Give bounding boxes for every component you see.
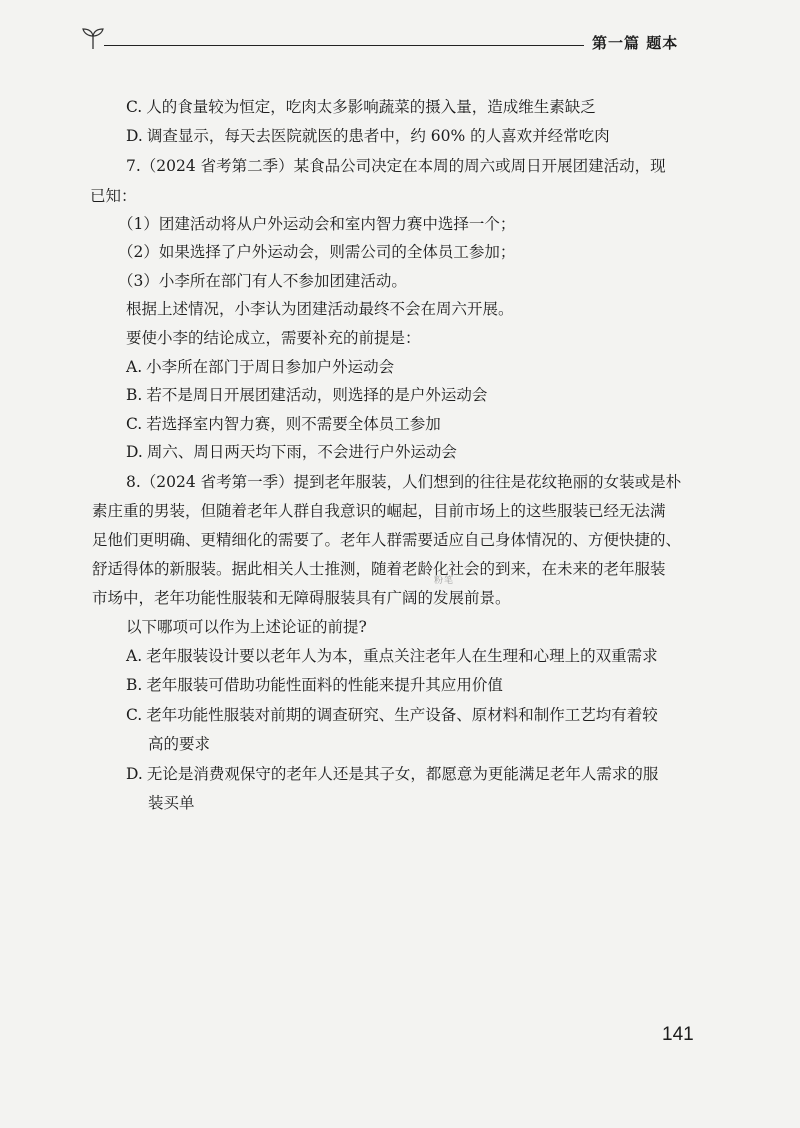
- option-text: 小李所在部门于周日参加户外运动会: [146, 358, 395, 376]
- option-text: 人的食量较为恒定，吃肉太多影响蔬菜的摄入量，造成维生素缺乏: [146, 98, 596, 116]
- q8-stem-line-4: 舒适得体的新服装。据此相关人士推测，随着老龄化社会的到来，在未来的老年服装: [92, 560, 666, 578]
- option-text: 周六、周日两天均下雨，不会进行户外运动会: [146, 443, 457, 461]
- q7-option-c: [126, 413, 441, 435]
- q8-question: 以下哪项可以作为上述论证的前提?: [126, 618, 367, 636]
- q8-option-d-continuation: 装买单: [148, 794, 195, 812]
- header-rule: [104, 45, 584, 46]
- q7-option-b: [126, 384, 487, 406]
- q8-stem-line-1: 8.（2024 省考第一季）提到老年服装，人们想到的往往是花纹艳丽的女装或是朴: [126, 473, 682, 491]
- option-label: C.: [126, 98, 143, 116]
- q7-condition-3: （3）小李所在部门有人不参加团建活动。: [118, 272, 407, 290]
- q7-option-a: [126, 356, 394, 378]
- q8-option-c-continuation: 高的要求: [148, 735, 211, 753]
- option-text: 若选择室内智力赛，则不需要全体员工参加: [146, 415, 441, 433]
- option-label: A.: [126, 358, 143, 376]
- page-number: 141: [662, 1024, 694, 1045]
- option-text: 老年功能性服装对前期的调查研究、生产设备、原材料和制作工艺均有着较: [146, 706, 658, 724]
- q8-option-b: [126, 674, 503, 696]
- option-text: 老年服装可借助功能性面料的性能来提升其应用价值: [146, 676, 503, 694]
- q8-stem-line-3: 足他们更明确、更精细化的需要了。老年人群需要适应自己身体情况的、方便快捷的、: [92, 531, 682, 549]
- option-text: 无论是消费观保守的老年人还是其子女，都愿意为更能满足老年人需求的服: [146, 765, 659, 783]
- option-label: D.: [126, 443, 143, 461]
- sprout-icon: [80, 25, 106, 51]
- q8-option-d: [126, 763, 658, 785]
- option-label: D.: [126, 127, 143, 145]
- option-label: A.: [126, 647, 143, 665]
- q8-stem-line-2: 素庄重的男装，但随着老年人群自我意识的崛起，目前市场上的这些服装已经无法满: [92, 502, 666, 520]
- q7-question: 要使小李的结论成立，需要补充的前提是：: [126, 329, 421, 347]
- q6-option-c: [126, 96, 596, 118]
- q8-option-c: [126, 704, 658, 726]
- q7-option-d: [126, 441, 457, 463]
- option-label: B.: [126, 386, 143, 404]
- q7-stem-line-1: 7.（2024 省考第二季）某食品公司决定在本周的周六或周日开展团建活动，现: [126, 157, 666, 175]
- option-label: C.: [126, 415, 143, 433]
- section-title: 第一篇 题本: [592, 34, 679, 52]
- q7-inference: 根据上述情况，小李认为团建活动最终不会在周六开展。: [126, 300, 514, 318]
- option-label: D.: [126, 765, 143, 783]
- q8-stem-line-5: 市场中，老年功能性服装和无障碍服装具有广阔的发展前景。: [92, 589, 511, 607]
- q7-condition-1: （1）团建活动将从户外运动会和室内智力赛中选择一个；: [118, 215, 516, 233]
- watermark: 粉笔: [434, 576, 455, 586]
- q8-option-a: [126, 645, 658, 667]
- option-text: 若不是周日开展团建活动，则选择的是户外运动会: [146, 386, 488, 404]
- option-text: 老年服装设计要以老年人为本，重点关注老年人在生理和心理上的双重需求: [146, 647, 658, 665]
- option-label: B.: [126, 676, 143, 694]
- q7-condition-2: （2）如果选择了户外运动会，则需公司的全体员工参加；: [118, 243, 516, 261]
- q6-option-d: [126, 125, 610, 147]
- q7-stem-line-2: 已知：: [90, 187, 137, 205]
- option-text: 调查显示，每天去医院就医的患者中，约 60% 的人喜欢并经常吃肉: [146, 127, 610, 145]
- option-label: C.: [126, 706, 143, 724]
